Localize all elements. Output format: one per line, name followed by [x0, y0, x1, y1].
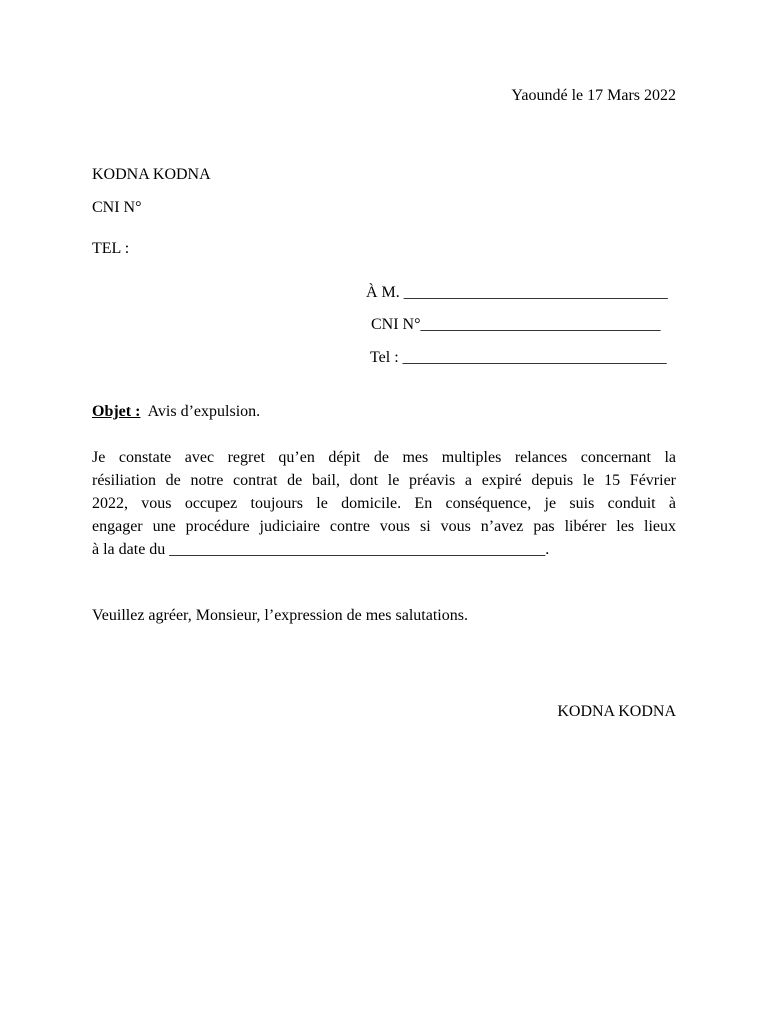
recipient-name-line: À M. _________________________________ — [366, 284, 668, 301]
body-paragraph — [92, 446, 676, 561]
recipient-cni-line: CNI N°______________________________ — [371, 316, 661, 333]
subject-label: Objet : — [92, 403, 141, 420]
body-line: à la date du _______________________________________________. — [92, 541, 550, 558]
subject-line — [92, 402, 260, 422]
recipient-tel-line: Tel : _________________________________ — [370, 349, 667, 366]
body-line: 2022, vous occupez toujours le domicile. En conséquence, je suis conduit à — [92, 495, 676, 512]
subject-text: Avis d’expulsion. — [147, 403, 261, 420]
date-line: Yaoundé le 17 Mars 2022 — [511, 87, 676, 104]
closing-line: Veuillez agréer, Monsieur, l’expression de mes salutations. — [92, 607, 468, 624]
body-line: engager une procédure judiciaire contre vous si vous n’avez pas libérer les lieux — [92, 518, 676, 535]
sender-cni: CNI N° — [92, 199, 142, 216]
sender-name: KODNA KODNA — [92, 166, 211, 183]
body-line: résiliation de notre contrat de bail, dont le préavis a expiré depuis le 15 Février — [92, 472, 676, 489]
body-line: Je constate avec regret qu’en dépit de mes multiples relances concernant la — [92, 449, 676, 466]
sender-tel: TEL : — [92, 240, 130, 257]
signature-name: KODNA KODNA — [557, 703, 676, 720]
